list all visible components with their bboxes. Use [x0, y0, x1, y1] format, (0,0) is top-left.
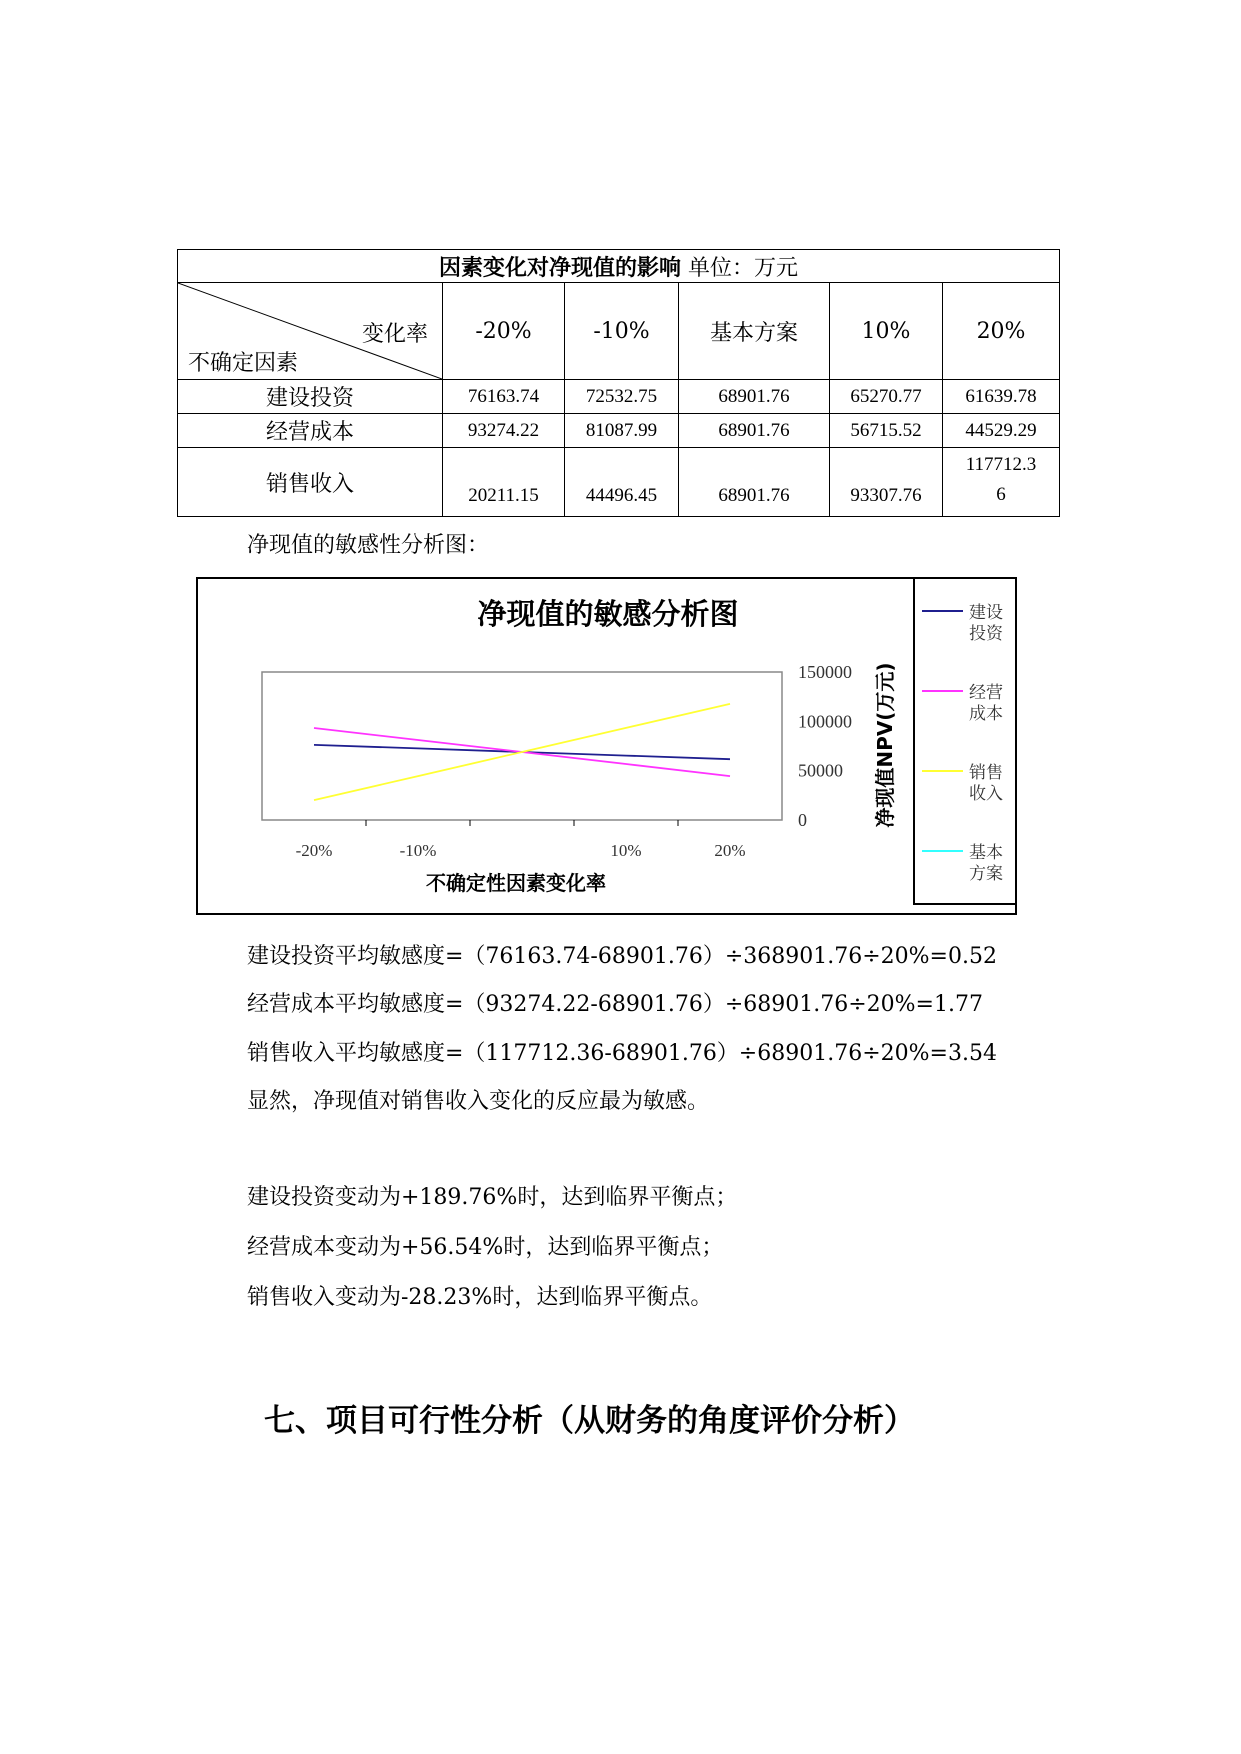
table-cell: 44529.29: [943, 414, 1060, 448]
table-cell: 76163.74: [443, 380, 565, 414]
table-corner-cell: [178, 283, 443, 380]
table-row: [178, 380, 1060, 414]
corner-factor-label: 不确定因素: [188, 351, 299, 376]
table-title-unit: 单位：万元: [688, 255, 799, 281]
column-header: 10%: [830, 283, 943, 380]
row-factor-label: 建设投资: [178, 380, 443, 414]
legend-label: 投资: [969, 624, 1003, 644]
y-tick-label: 0: [798, 810, 807, 830]
breakeven-operating-cost: 经营成本变动为+56.54%时，达到临界平衡点；: [247, 1235, 724, 1260]
table-title: [178, 250, 1060, 283]
sensitivity-line-investment: 建设投资平均敏感度=（76163.74-68901.76）÷368901.76÷20%=0.52: [247, 944, 997, 969]
table-row: [178, 414, 1060, 448]
table-cell: 65270.77: [830, 380, 943, 414]
wrapped-part-1: 117712.3: [965, 454, 1037, 475]
corner-change-rate-label: 变化率: [361, 322, 428, 347]
chart-title: 净现值的敏感分析图: [477, 597, 739, 631]
y-tick-label: 150000: [798, 662, 852, 682]
breakeven-investment: 建设投资变动为+189.76%时，达到临界平衡点；: [247, 1185, 738, 1210]
section-heading: 七、项目可行性分析（从财务的角度评价分析）: [264, 1403, 915, 1439]
table-cell: 68901.76: [679, 448, 830, 517]
legend-label: 收入: [969, 784, 1003, 804]
breakeven-sales-revenue: 销售收入变动为-28.23%时，达到临界平衡点。: [247, 1285, 713, 1310]
table-cell: 20211.15: [443, 448, 565, 517]
legend-label: 方案: [969, 864, 1003, 884]
x-tick-label: 10%: [610, 841, 642, 860]
column-header: 20%: [943, 283, 1060, 380]
x-axis-label: 不确定性因素变化率: [426, 871, 606, 895]
column-header: -20%: [443, 283, 565, 380]
chart-legend: [913, 579, 1017, 905]
x-tick-label: -10%: [399, 841, 437, 860]
chart-canvas: [198, 579, 1015, 913]
y-tick-label: 100000: [798, 711, 852, 732]
table-cell: 68901.76: [679, 380, 830, 414]
x-tick-label: -20%: [295, 841, 333, 860]
legend-label: 成本: [969, 704, 1003, 724]
table-cell: 56715.52: [830, 414, 943, 448]
row-factor-label: 经营成本: [178, 414, 443, 448]
column-header: -10%: [565, 283, 679, 380]
legend-label: 销售: [969, 763, 1003, 783]
y-axis-label: 净现值NPV(万元): [873, 662, 897, 828]
table-cell: 72532.75: [565, 380, 679, 414]
chart-caption: 净现值的敏感性分析图：: [247, 533, 490, 558]
legend-label: 基本: [969, 843, 1003, 863]
table-cell: 44496.45: [565, 448, 679, 517]
legend-label: 经营: [969, 683, 1003, 703]
sensitivity-conclusion: 显然，净现值对销售收入变化的反应最为敏感。: [247, 1089, 710, 1114]
sensitivity-line-operating-cost: 经营成本平均敏感度=（93274.22-68901.76）÷68901.76÷20%=1.77: [247, 992, 983, 1017]
table-cell: 93274.22: [443, 414, 565, 448]
y-tick-label: 50000: [798, 760, 843, 781]
table-cell: 81087.99: [565, 414, 679, 448]
table-cell: 93307.76: [830, 448, 943, 517]
legend-label: 建设: [969, 603, 1003, 623]
npv-impact-table: [177, 249, 1060, 517]
table-cell: 68901.76: [679, 414, 830, 448]
sensitivity-chart: [196, 577, 1017, 915]
row-factor-label: 销售收入: [178, 448, 443, 517]
table-title-bold: 因素变化对净现值的影响: [439, 255, 682, 281]
wrapped-part-2: 6: [996, 484, 1006, 505]
column-header: 基本方案: [679, 283, 830, 380]
table-cell-wrapped: [943, 448, 1060, 517]
x-tick-label: 20%: [714, 841, 746, 860]
table-row: [178, 448, 1060, 517]
table-cell: 61639.78: [943, 380, 1060, 414]
sensitivity-line-sales-revenue: 销售收入平均敏感度=（117712.36-68901.76）÷68901.76÷20%=3.54: [247, 1041, 997, 1066]
